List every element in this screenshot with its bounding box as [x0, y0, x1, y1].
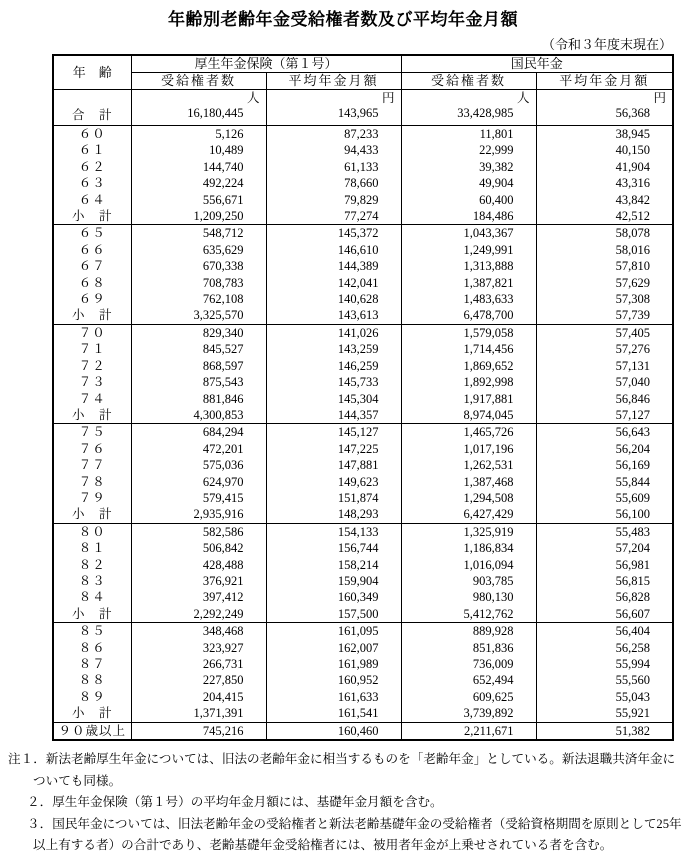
table-row	[53, 573, 673, 589]
header-kosei-beneficiaries: 受給権者数	[131, 73, 266, 90]
age-cell: ８７	[53, 656, 131, 672]
value-cell: 154,133	[266, 523, 401, 540]
value-cell: 78,660	[266, 175, 401, 191]
value-cell: 762,108	[131, 291, 266, 307]
value-cell: 1,869,652	[401, 358, 536, 374]
value-cell: 1,294,508	[401, 490, 536, 506]
value-cell: 323,927	[131, 640, 266, 656]
table-row	[53, 242, 673, 258]
age-cell: ８４	[53, 589, 131, 605]
table-row	[53, 623, 673, 640]
value-cell: 147,881	[266, 457, 401, 473]
value-cell: 58,078	[536, 225, 673, 242]
value-cell: 2,211,671	[401, 722, 536, 740]
value-cell: 1,387,468	[401, 474, 536, 490]
age-cell: ８９	[53, 689, 131, 705]
value-cell: 56,204	[536, 441, 673, 457]
value-cell: 624,970	[131, 474, 266, 490]
subtotal-value-cell: 6,478,700	[401, 307, 536, 324]
value-cell: 151,874	[266, 490, 401, 506]
table-row	[53, 159, 673, 175]
value-cell: 161,095	[266, 623, 401, 640]
table-row	[53, 391, 673, 407]
value-cell: 1,017,196	[401, 441, 536, 457]
subtotal-row	[53, 606, 673, 623]
subtotal-row	[53, 208, 673, 225]
value-cell: 1,892,998	[401, 374, 536, 390]
header-kokumin-nenkin: 国民年金	[401, 55, 673, 73]
value-cell: 575,036	[131, 457, 266, 473]
value-cell: 145,304	[266, 391, 401, 407]
header-age: 年 齢	[53, 55, 131, 90]
value-cell: 145,127	[266, 424, 401, 441]
value-cell: 147,225	[266, 441, 401, 457]
value-cell: 1,249,991	[401, 242, 536, 258]
table-row	[53, 523, 673, 540]
subtotal-value-cell: 77,274	[266, 208, 401, 225]
value-cell: 43,842	[536, 192, 673, 208]
age-cell: ６７	[53, 258, 131, 274]
value-cell: 55,609	[536, 490, 673, 506]
subtotal-value-cell: 157,500	[266, 606, 401, 623]
value-cell: 736,009	[401, 656, 536, 672]
value-cell: 79,829	[266, 192, 401, 208]
value-cell: 57,040	[536, 374, 673, 390]
value-cell: 652,494	[401, 672, 536, 688]
total-row	[53, 90, 673, 126]
table-row	[53, 474, 673, 490]
value-cell: 57,308	[536, 291, 673, 307]
value-cell: 57,131	[536, 358, 673, 374]
footnote-line: ３．国民年金については、旧法老齢年金の受給権者と新法老齢基礎年金の受給権者（受給資格期間を原則として25年	[27, 816, 682, 831]
age-cell: ７８	[53, 474, 131, 490]
total-value: 143,965	[337, 106, 379, 120]
age-cell: ６５	[53, 225, 131, 242]
value-cell: 5,126	[131, 126, 266, 143]
age-cell: ７６	[53, 441, 131, 457]
table-row	[53, 358, 673, 374]
subtotal-value-cell: 1,371,391	[131, 705, 266, 722]
value-cell: 161,633	[266, 689, 401, 705]
value-cell: 162,007	[266, 640, 401, 656]
table-row	[53, 490, 673, 506]
age-cell: ８６	[53, 640, 131, 656]
footnote-line: 注１．新法老齢厚生年金については、旧法の老齢年金に相当するものを「老齢年金」としている。新法退職共済年金に	[8, 752, 676, 767]
table-row	[53, 275, 673, 291]
value-cell: 56,258	[536, 640, 673, 656]
table-row	[53, 324, 673, 341]
value-cell: 881,846	[131, 391, 266, 407]
subtotal-value-cell: 55,921	[536, 705, 673, 722]
table-row	[53, 341, 673, 357]
value-cell: 635,629	[131, 242, 266, 258]
subtotal-value-cell: 144,357	[266, 407, 401, 424]
unit-label: 人	[246, 91, 260, 105]
footnote-line: ２．厚生年金保険（第１号）の平均年金月額には、基礎年金月額を含む。	[27, 795, 443, 810]
value-cell: 548,712	[131, 225, 266, 242]
total-value-cell	[266, 90, 401, 126]
value-cell: 868,597	[131, 358, 266, 374]
header-kokumin-avg-amount: 平均年金月額	[536, 73, 673, 90]
value-cell: 579,415	[131, 490, 266, 506]
header-row-groups	[53, 55, 673, 73]
subtotal-value-cell: 184,486	[401, 208, 536, 225]
subtotal-value-cell: 2,292,249	[131, 606, 266, 623]
age-cell: ７４	[53, 391, 131, 407]
value-cell: 204,415	[131, 689, 266, 705]
age-cell: ６９	[53, 291, 131, 307]
value-cell: 1,917,881	[401, 391, 536, 407]
value-cell: 1,325,919	[401, 523, 536, 540]
subtotal-value-cell: 3,325,570	[131, 307, 266, 324]
subtotal-label-cell: 小 計	[53, 208, 131, 225]
last-row	[53, 722, 673, 740]
value-cell: 57,276	[536, 341, 673, 357]
value-cell: 1,313,888	[401, 258, 536, 274]
value-cell: 61,133	[266, 159, 401, 175]
value-cell: 38,945	[536, 126, 673, 143]
table-row	[53, 640, 673, 656]
age-cell: ６２	[53, 159, 131, 175]
value-cell: 43,316	[536, 175, 673, 191]
value-cell: 57,629	[536, 275, 673, 291]
subtotal-value-cell: 2,935,916	[131, 506, 266, 523]
total-value: 33,428,985	[457, 106, 514, 120]
subtotal-value-cell: 57,127	[536, 407, 673, 424]
subtotal-value-cell: 1,209,250	[131, 208, 266, 225]
value-cell: 708,783	[131, 275, 266, 291]
unit-label: 円	[382, 91, 395, 105]
value-cell: 144,389	[266, 258, 401, 274]
value-cell: 149,623	[266, 474, 401, 490]
footnote-line: ついても同様。	[33, 773, 122, 788]
value-cell: 22,999	[401, 142, 536, 158]
value-cell: 146,610	[266, 242, 401, 258]
value-cell: 58,016	[536, 242, 673, 258]
value-cell: 146,259	[266, 358, 401, 374]
value-cell: 160,952	[266, 672, 401, 688]
total-label-cell: 合 計	[53, 90, 131, 126]
table-row	[53, 258, 673, 274]
value-cell: 10,489	[131, 142, 266, 158]
subtotal-value-cell: 6,427,429	[401, 506, 536, 523]
value-cell: 56,404	[536, 623, 673, 640]
value-cell: 1,262,531	[401, 457, 536, 473]
value-cell: 56,828	[536, 589, 673, 605]
age-cell: ６３	[53, 175, 131, 191]
header-kosei-nenkin: 厚生年金保険（第１号）	[131, 55, 401, 73]
age-cell: ７２	[53, 358, 131, 374]
value-cell: 40,150	[536, 142, 673, 158]
table-row	[53, 457, 673, 473]
value-cell: 1,714,456	[401, 341, 536, 357]
value-cell: 56,981	[536, 557, 673, 573]
age-cell: ８２	[53, 557, 131, 573]
value-cell: 41,904	[536, 159, 673, 175]
value-cell: 57,405	[536, 324, 673, 341]
subtotal-label-cell: 小 計	[53, 606, 131, 623]
age-cell: ８３	[53, 573, 131, 589]
header-kosei-avg-amount: 平均年金月額	[266, 73, 401, 90]
value-cell: 745,216	[131, 722, 266, 740]
value-cell: 582,586	[131, 523, 266, 540]
value-cell: 55,483	[536, 523, 673, 540]
age-cell: ６４	[53, 192, 131, 208]
value-cell: 57,810	[536, 258, 673, 274]
value-cell: 60,400	[401, 192, 536, 208]
value-cell: 376,921	[131, 573, 266, 589]
table-row	[53, 142, 673, 158]
subtotal-label-cell: 小 計	[53, 506, 131, 523]
value-cell: 472,201	[131, 441, 266, 457]
table-row	[53, 441, 673, 457]
subtotal-value-cell: 143,613	[266, 307, 401, 324]
footnotes	[8, 749, 686, 857]
value-cell: 684,294	[131, 424, 266, 441]
value-cell: 1,186,834	[401, 540, 536, 556]
age-cell: ７１	[53, 341, 131, 357]
value-cell: 506,842	[131, 540, 266, 556]
value-cell: 140,628	[266, 291, 401, 307]
value-cell: 160,349	[266, 589, 401, 605]
subtotal-value-cell: 56,607	[536, 606, 673, 623]
table-row	[53, 689, 673, 705]
value-cell: 159,904	[266, 573, 401, 589]
subtotal-value-cell: 8,974,045	[401, 407, 536, 424]
value-cell: 980,130	[401, 589, 536, 605]
age-cell: ８１	[53, 540, 131, 556]
total-value: 56,368	[615, 106, 651, 120]
value-cell: 94,433	[266, 142, 401, 158]
value-cell: 56,815	[536, 573, 673, 589]
subtotal-value-cell: 4,300,853	[131, 407, 266, 424]
subtotal-value-cell: 56,100	[536, 506, 673, 523]
value-cell: 556,671	[131, 192, 266, 208]
value-cell: 829,340	[131, 324, 266, 341]
table-row	[53, 225, 673, 242]
footnote-line: 以上有する者）の合計であり、老齢基礎年金受給権者には、被用者年金が上乗せされている者を含む。	[33, 838, 613, 853]
value-cell: 56,846	[536, 391, 673, 407]
value-cell: 143,259	[266, 341, 401, 357]
value-cell: 55,043	[536, 689, 673, 705]
value-cell: 903,785	[401, 573, 536, 589]
value-cell: 144,740	[131, 159, 266, 175]
unit-label: 人	[517, 91, 530, 105]
subtotal-row	[53, 407, 673, 424]
value-cell: 55,844	[536, 474, 673, 490]
value-cell: 56,169	[536, 457, 673, 473]
subtotal-value-cell: 161,541	[266, 705, 401, 722]
pension-table	[52, 54, 674, 741]
value-cell: 161,989	[266, 656, 401, 672]
age-cell: ８５	[53, 623, 131, 640]
subtotal-value-cell: 148,293	[266, 506, 401, 523]
value-cell: 1,483,633	[401, 291, 536, 307]
value-cell: 55,994	[536, 656, 673, 672]
subtotal-label-cell: 小 計	[53, 705, 131, 722]
value-cell: 145,372	[266, 225, 401, 242]
age-cell: ６６	[53, 242, 131, 258]
table-row	[53, 192, 673, 208]
value-cell: 845,527	[131, 341, 266, 357]
value-cell: 11,801	[401, 126, 536, 143]
value-cell: 160,460	[266, 722, 401, 740]
value-cell: 55,560	[536, 672, 673, 688]
value-cell: 145,733	[266, 374, 401, 390]
value-cell: 57,204	[536, 540, 673, 556]
value-cell: 51,382	[536, 722, 673, 740]
value-cell: 1,043,367	[401, 225, 536, 242]
header-kokumin-beneficiaries: 受給権者数	[401, 73, 536, 90]
value-cell: 428,488	[131, 557, 266, 573]
value-cell: 49,904	[401, 175, 536, 191]
unit-label: 円	[653, 91, 667, 105]
total-value: 16,180,445	[187, 106, 244, 120]
value-cell: 609,625	[401, 689, 536, 705]
value-cell: 348,468	[131, 623, 266, 640]
value-cell: 1,016,094	[401, 557, 536, 573]
value-cell: 1,465,726	[401, 424, 536, 441]
age-cell: ９０歳以上	[53, 722, 131, 740]
age-cell: ８８	[53, 672, 131, 688]
value-cell: 889,928	[401, 623, 536, 640]
value-cell: 39,382	[401, 159, 536, 175]
date-note: （令和３年度末現在）	[541, 37, 672, 52]
value-cell: 492,224	[131, 175, 266, 191]
age-cell: ７７	[53, 457, 131, 473]
table-row	[53, 557, 673, 573]
value-cell: 1,387,821	[401, 275, 536, 291]
value-cell: 227,850	[131, 672, 266, 688]
value-cell: 397,412	[131, 589, 266, 605]
value-cell: 156,744	[266, 540, 401, 556]
subtotal-row	[53, 307, 673, 324]
value-cell: 875,543	[131, 374, 266, 390]
age-cell: ７９	[53, 490, 131, 506]
header-row-sub	[53, 73, 673, 90]
value-cell: 670,338	[131, 258, 266, 274]
table-row	[53, 540, 673, 556]
table-row	[53, 656, 673, 672]
value-cell: 141,026	[266, 324, 401, 341]
table-row	[53, 424, 673, 441]
subtotal-value-cell: 3,739,892	[401, 705, 536, 722]
table-row	[53, 126, 673, 143]
age-cell: ６８	[53, 275, 131, 291]
subtotal-row	[53, 506, 673, 523]
table-row	[53, 175, 673, 191]
total-value-cell	[401, 90, 536, 126]
age-cell: ７３	[53, 374, 131, 390]
total-value-cell	[131, 90, 266, 126]
value-cell: 56,643	[536, 424, 673, 441]
value-cell: 1,579,058	[401, 324, 536, 341]
table-header	[53, 55, 673, 90]
table-row	[53, 374, 673, 390]
subtotal-row	[53, 705, 673, 722]
subtotal-value-cell: 5,412,762	[401, 606, 536, 623]
table-body	[53, 90, 673, 741]
subtotal-label-cell: 小 計	[53, 307, 131, 324]
subtotal-value-cell: 42,512	[536, 208, 673, 225]
value-cell: 158,214	[266, 557, 401, 573]
value-cell: 266,731	[131, 656, 266, 672]
value-cell: 851,836	[401, 640, 536, 656]
age-cell: ６１	[53, 142, 131, 158]
page-title: 年齢別老齢年金受給権者数及び平均年金月額	[168, 10, 518, 29]
age-cell: ８０	[53, 523, 131, 540]
age-cell: ６０	[53, 126, 131, 143]
subtotal-label-cell: 小 計	[53, 407, 131, 424]
total-value-cell	[536, 90, 673, 126]
subtotal-value-cell: 57,739	[536, 307, 673, 324]
age-cell: ７０	[53, 324, 131, 341]
value-cell: 87,233	[266, 126, 401, 143]
table-row	[53, 672, 673, 688]
table-row	[53, 291, 673, 307]
table-row	[53, 589, 673, 605]
age-cell: ７５	[53, 424, 131, 441]
value-cell: 142,041	[266, 275, 401, 291]
